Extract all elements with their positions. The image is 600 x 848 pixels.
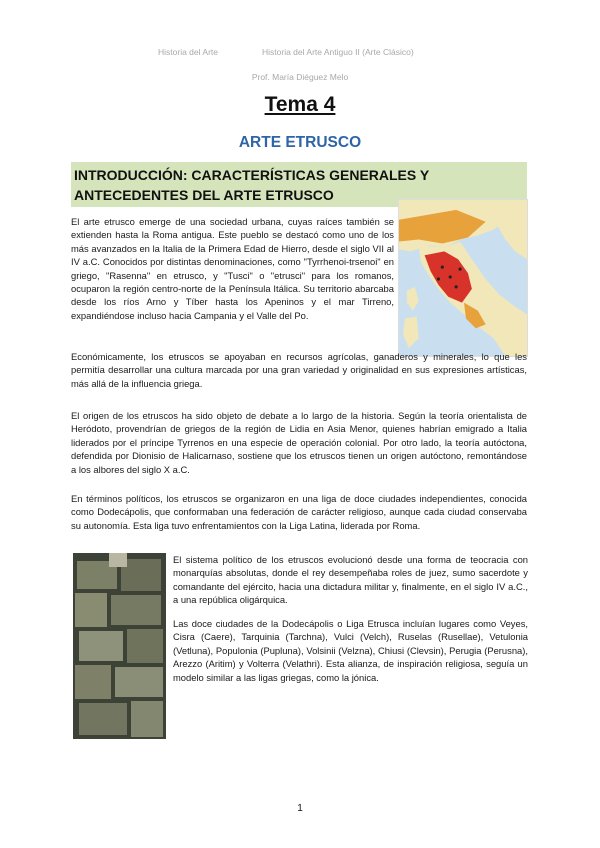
etruscan-wall-photo <box>73 553 166 739</box>
paragraph-economy: Económicamente, los etruscos se apoyaban en recursos agrícolas, ganaderos y minerales, lo que les permitía desarrollar una cultura marcada por una gran variedad y originalidad en sus expresiones artísticas, más allá de la influencia griega. <box>71 351 527 389</box>
paragraph-origin: El origen de los etruscos ha sido objeto de debate a lo largo de la historia. Según la teoría orientalista de Heródoto, provendrían de griegos de la región de Lidia en Asia Menor, quienes habrían emigrado a Italia liderados por el príncipe Tyrrenos en una especie de operación colonial. Por otro lado, la teoría autóctona, defendida por Dionisio de Halicarnaso, sostiene que los etruscos tienen un origen autóctono, remontándose a los albores del siglo X a.C. <box>71 410 527 475</box>
page-title: Tema 4 <box>264 93 336 116</box>
page-subtitle: ARTE ETRUSCO <box>238 134 362 151</box>
paragraph-political-evolution: El sistema político de los etruscos evolucionó desde una forma de teocracia con monarquías absolutas, donde el rey desempeñaba roles de juez, sumo sacerdote y comandante del ejército, hacia una dictadura militar y, finalmente, en el siglo IV a.C., a una república oligárquica. <box>173 554 528 606</box>
header-author: Prof. María Diéguez Melo <box>251 72 349 82</box>
etruria-map-image <box>398 199 528 357</box>
paragraph-dodecapolis: Las doce ciudades de la Dodecápolis o Liga Etrusca incluían lugares como Veyes, Cisra (Caere), Tarquinia (Tarchna), Vulci (Velch), Ruselas (Rusellae), Vetulonia (Vetluna), Populonia (Pupluna), Volsinii (Velzna), Chiusi (Clevsin), Perugia (Perusna), Arezzo (Aritim) y Volterra (Velathri). Esta alianza, de inspiración religiosa, seguía un modelo similar a las ligas griegas, como la jónica. <box>173 618 528 683</box>
paragraph-introduction: El arte etrusco emerge de una sociedad urbana, cuyas raíces también se extienden hasta la Roma antigua. Este pueblo se destacó como uno de los más avanzados en la Italia de la Primera Edad de Hierro, desde el siglo VII al IV a.C. Conocidos por distintas denominaciones, como "Tyrrhenoi-trsenoi" en griego, "Rasenna" en etrusco, y "Tusci" o "etrusci" para los romanos, ocuparon la región centro-norte de la Península Itálica. Su territorio abarcaba desde los ríos Arno y Tíber hasta los Apeninos y el mar Tirreno, expandiéndose incluso hacia Campania y el Valle del Po. <box>71 216 394 321</box>
header-left: Historia del Arte <box>158 47 218 57</box>
section-heading: INTRODUCCIÓN: CARACTERÍSTICAS GENERALES Y ANTECEDENTES DEL ARTE ETRUSCO <box>71 162 527 207</box>
header-right: Historia del Arte Antiguo II (Arte Clásico) <box>262 47 414 57</box>
page-number: 1 <box>297 803 303 814</box>
paragraph-politics: En términos políticos, los etruscos se organizaron en una liga de doce ciudades independientes, conocida como Dodecápolis, que conformaban una federación de carácter religioso, aunque cada ciudad conservaba su autonomía. Esta liga tuvo enfrentamientos con la Liga Latina, liderada por Roma. <box>71 493 527 531</box>
